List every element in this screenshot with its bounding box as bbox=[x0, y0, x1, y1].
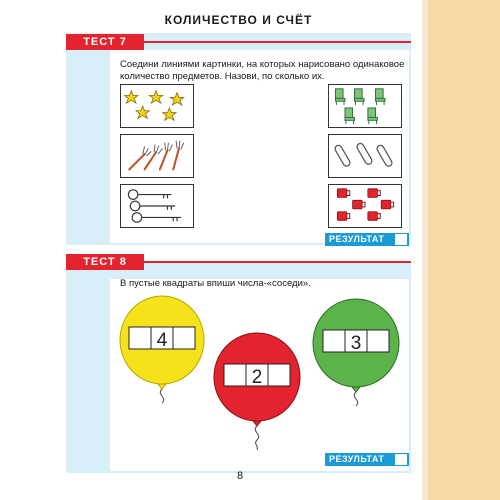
balloon-red-number: 2 bbox=[251, 367, 263, 388]
balloon-red bbox=[212, 332, 302, 452]
key-icon bbox=[121, 185, 193, 227]
paperclip-icon bbox=[329, 135, 401, 177]
test7-result-label: РЕЗУЛЬТАТ bbox=[329, 234, 385, 244]
test8-divider bbox=[144, 261, 411, 263]
test7-label: ТЕСТ 7 bbox=[66, 34, 144, 50]
test7-result-box bbox=[325, 233, 409, 246]
fork-icon bbox=[121, 135, 193, 177]
mug-icon bbox=[329, 185, 401, 227]
balloon-green-number: 3 bbox=[350, 333, 362, 354]
test8-instruction: В пустые квадраты впиши числа-«соседи». bbox=[120, 278, 311, 289]
picture-mugs[interactable] bbox=[328, 184, 402, 228]
test8-result-input[interactable] bbox=[395, 454, 407, 465]
picture-stars[interactable] bbox=[120, 84, 194, 128]
side-strip bbox=[422, 0, 500, 500]
star-icon bbox=[121, 85, 193, 127]
balloon-green bbox=[310, 298, 402, 408]
chair-icon bbox=[329, 85, 401, 127]
test8-label: ТЕСТ 8 bbox=[66, 254, 144, 270]
balloon-yellow-number: 4 bbox=[156, 330, 168, 351]
picture-forks[interactable] bbox=[120, 134, 194, 178]
picture-chairs[interactable] bbox=[328, 84, 402, 128]
balloon-yellow bbox=[117, 295, 207, 405]
test8-result-box bbox=[325, 453, 409, 466]
page-title: КОЛИЧЕСТВО И СЧЁТ bbox=[164, 13, 313, 27]
test7-result-input[interactable] bbox=[395, 234, 407, 245]
test7-instruction: Соедини линиями картинки, на которых нарисовано одинаковое количество предметов. Назови, по сколько их. bbox=[120, 59, 405, 82]
test8-result-label: РЕЗУЛЬТАТ bbox=[329, 454, 385, 464]
page-number: 8 bbox=[236, 470, 244, 482]
picture-keys[interactable] bbox=[120, 184, 194, 228]
picture-paperclips[interactable] bbox=[328, 134, 402, 178]
test7-divider bbox=[144, 41, 411, 43]
